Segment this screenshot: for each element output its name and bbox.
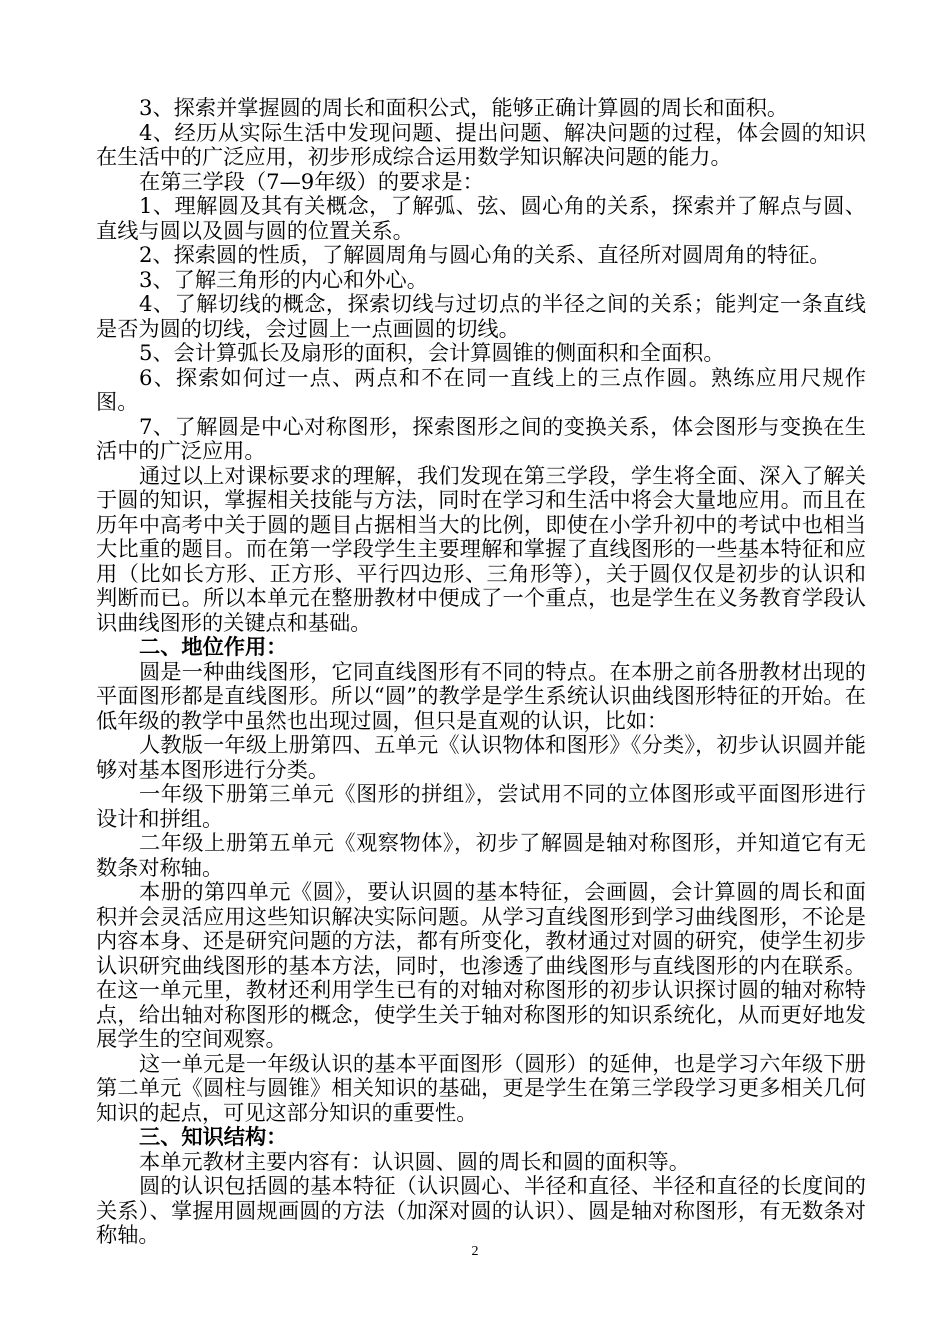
paragraph: 在第三学段（7—9年级）的要求是： [139,168,484,194]
page-number: 2 [471,1244,479,1259]
section-heading-position: 二、地位作用： [139,634,288,659]
paragraph: 4、经历从实际生活中发现问题、提出问题、解决问题的过程，体会圆的知识在生活中的广泛应用，初步形成综合运用数学知识解决问题的能力。 [96,119,866,169]
paragraph: 2、探索圆的性质，了解圆周角与圆心角的关系、直径所对圆周角的特征。 [139,242,831,267]
paragraph: 圆的认识包括圆的基本特征（认识圆心、半径和直径、半径和直径的长度间的关系）、掌握用圆规画圆的方法（加深对圆的认识）、圆是轴对称图形，有无数条对称轴。 [96,1173,866,1247]
paragraph: 3、了解三角形的内心和外心。 [139,266,428,292]
paragraph: 5、会计算弧长及扇形的面积，会计算圆锥的侧面积和全面积。 [139,340,725,365]
paragraph: 7、了解圆是中心对称图形，探索图形之间的变换关系，体会图形与变换在生活中的广泛应用。 [96,413,866,463]
paragraph: 4、了解切线的概念，探索切线与过切点的半径之间的关系；能判定一条直线是否为圆的切线，会过圆上一点画圆的切线。 [96,291,866,341]
paragraph: 通过以上对课标要求的理解，我们发现在第三学段，学生将全面、深入了解关于圆的知识，掌握相关技能与方法，同时在学习和生活中将会大量地应用。而且在历年中高考中关于圆的题目占据相当大的比例，即使在小学升初中的考试中也相当大比重的题目。而在第一学段学生主要理解和掌握了直线图形的一些基本特征和应用（比如长方形、正方形、平行四边形、三角形等），关于圆仅仅是初步的认识和判断而已。所以本单元在整册教材中便成了一个重点，也是学生在义务教育学段认识曲线图形的关键点和基础。 [96,462,866,635]
paragraph: 本册的第四单元《圆》，要认识圆的基本特征，会画圆，会计算圆的周长和面积并会灵活应用这些知识解决实际问题。从学习直线图形到学习曲线图形，不论是内容本身、还是研究问题的方法，都有所变化，教材通过对圆的研究，使学生初步认识研究曲线图形的基本方法，同时，也渗透了曲线图形与直线图形的内在联系。在这一单元里，教材还利用学生已有的对轴对称图形的初步认识探讨圆的轴对称特点，给出轴对称图形的概念，使学生关于轴对称图形的知识系统化，从而更好地发展学生的空间观察。 [96,879,866,1051]
paragraph: 人教版一年级上册第四、五单元《认识物体和图形》《分类》，初步认识圆并能够对基本图形进行分类。 [96,732,866,782]
paragraph: 一年级下册第三单元《图形的拼组》，尝试用不同的立体图形或平面图形进行设计和拼组。 [96,781,866,831]
paragraph: 本单元教材主要内容有：认识圆、圆的周长和圆的面积等。 [139,1148,690,1174]
section-heading-structure: 三、知识结构： [139,1124,288,1149]
paragraph: 6、探索如何过一点、两点和不在同一直线上的三点作圆。熟练应用尺规作图。 [96,364,866,414]
paragraph: 圆是一种曲线图形，它同直线图形有不同的特点。在本册之前各册教材出现的平面图形都是直线图形。所以“圆”的教学是学生系统认识曲线图形特征的开始。在低年级的教学中虽然也出现过圆，但只是直观的认识，比如： [96,658,866,733]
body-text [96,96,866,1248]
paragraph: 3、探索并掌握圆的周长和面积公式，能够正确计算圆的周长和面积。 [139,95,789,120]
paragraph: 二年级上册第五单元《观察物体》，初步了解圆是轴对称图形，并知道它有无数条对称轴。 [96,830,866,880]
paragraph: 1、理解圆及其有关概念，了解弧、弦、圆心角的关系，探索并了解点与圆、直线与圆以及圆与圆的位置关系。 [96,193,866,243]
paragraph: 这一单元是一年级认识的基本平面图形（圆形）的延伸，也是学习六年级下册第二单元《圆柱与圆锥》相关知识的基础，更是学生在第三学段学习更多相关几何知识的起点，可见这部分知识的重要性。 [96,1050,866,1125]
